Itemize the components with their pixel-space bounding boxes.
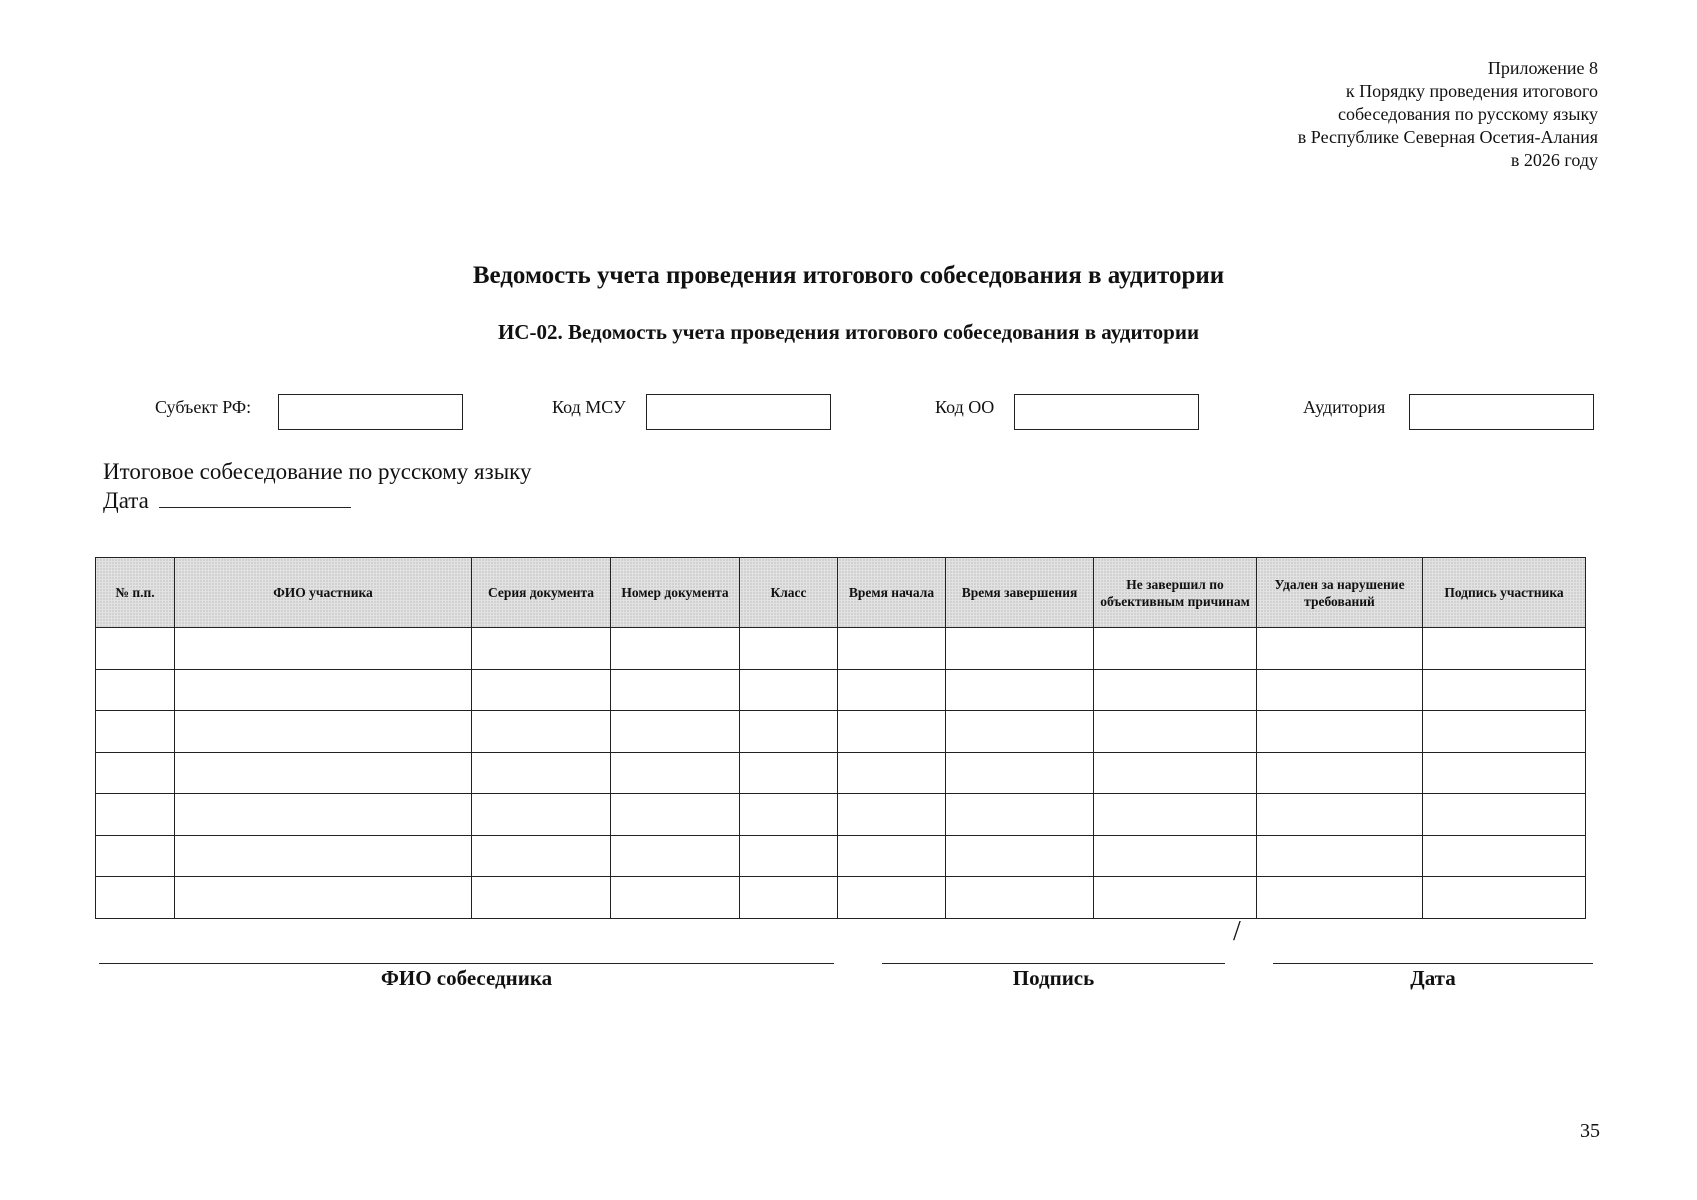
- table-cell[interactable]: [740, 711, 838, 753]
- table-cell[interactable]: [1423, 628, 1586, 670]
- table-row: [96, 794, 1586, 836]
- page-number: 35: [1580, 1120, 1600, 1142]
- table-cell[interactable]: [96, 752, 175, 794]
- table-cell[interactable]: [838, 877, 946, 919]
- date-input-line[interactable]: [159, 489, 351, 508]
- table-cell[interactable]: [611, 711, 740, 753]
- subject-field[interactable]: [278, 394, 463, 430]
- table-cell[interactable]: [175, 669, 472, 711]
- table-cell[interactable]: [946, 835, 1094, 877]
- table-cell[interactable]: [1094, 628, 1257, 670]
- table-cell[interactable]: [740, 835, 838, 877]
- table-cell[interactable]: [946, 669, 1094, 711]
- appendix-line: собеседования по русскому языку: [1338, 104, 1598, 124]
- sign-date-line[interactable]: [1273, 963, 1593, 964]
- table-cell[interactable]: [1257, 752, 1423, 794]
- table-cell[interactable]: [1094, 669, 1257, 711]
- table-cell[interactable]: [1423, 877, 1586, 919]
- table-cell[interactable]: [1257, 628, 1423, 670]
- table-row: [96, 752, 1586, 794]
- table-cell[interactable]: [611, 877, 740, 919]
- table-cell[interactable]: [175, 628, 472, 670]
- table-cell[interactable]: [838, 794, 946, 836]
- table-cell[interactable]: [1257, 794, 1423, 836]
- table-cell[interactable]: [838, 752, 946, 794]
- appendix-line: в Республике Северная Осетия-Алания: [1297, 127, 1598, 147]
- table-cell[interactable]: [175, 752, 472, 794]
- exam-name: Итоговое собеседование по русскому языку: [103, 459, 532, 484]
- table-cell[interactable]: [472, 877, 611, 919]
- appendix-line: к Порядку проведения итогового: [1345, 81, 1598, 101]
- table-cell[interactable]: [175, 835, 472, 877]
- oo-code-label: Код ОО: [935, 397, 995, 417]
- table-cell[interactable]: [1257, 835, 1423, 877]
- table-cell[interactable]: [472, 628, 611, 670]
- appendix-header: [1298, 57, 1598, 172]
- msu-code-field[interactable]: [646, 394, 831, 430]
- participants-table: [95, 557, 1586, 919]
- table-cell[interactable]: [472, 794, 611, 836]
- table-cell[interactable]: [838, 669, 946, 711]
- table-cell[interactable]: [611, 752, 740, 794]
- table-cell[interactable]: [838, 711, 946, 753]
- table-cell[interactable]: [472, 711, 611, 753]
- table-row: [96, 628, 1586, 670]
- table-cell[interactable]: [1257, 711, 1423, 753]
- table-cell[interactable]: [1423, 794, 1586, 836]
- col-header-end-time: Время завершения: [946, 558, 1094, 628]
- table-cell[interactable]: [611, 628, 740, 670]
- col-header-doc-series: Серия документа: [472, 558, 611, 628]
- signature-line[interactable]: [882, 963, 1225, 964]
- col-header-start-time: Время начала: [838, 558, 946, 628]
- table-cell[interactable]: [740, 669, 838, 711]
- table-cell[interactable]: [1423, 711, 1586, 753]
- table-cell[interactable]: [1257, 669, 1423, 711]
- table-cell[interactable]: [96, 628, 175, 670]
- table-cell[interactable]: [96, 711, 175, 753]
- table-cell[interactable]: [611, 835, 740, 877]
- table-cell[interactable]: [946, 711, 1094, 753]
- table-cell[interactable]: [96, 877, 175, 919]
- table-cell[interactable]: [175, 794, 472, 836]
- table-cell[interactable]: [740, 752, 838, 794]
- table-cell[interactable]: [1094, 835, 1257, 877]
- col-header-not-completed: Не завершил по объективным причинам: [1094, 558, 1257, 628]
- table-cell[interactable]: [838, 835, 946, 877]
- col-header-number: № п.п.: [96, 558, 175, 628]
- document-title: Ведомость учета проведения итогового собеседования в аудитории: [472, 262, 1225, 289]
- table-cell[interactable]: [946, 752, 1094, 794]
- col-header-doc-number: Номер документа: [611, 558, 740, 628]
- col-header-removed: Удален за нарушение требований: [1257, 558, 1423, 628]
- table-cell[interactable]: [1094, 794, 1257, 836]
- table-row: [96, 711, 1586, 753]
- table-cell[interactable]: [96, 835, 175, 877]
- table-cell[interactable]: [96, 669, 175, 711]
- table-cell[interactable]: [740, 794, 838, 836]
- table-cell[interactable]: [946, 628, 1094, 670]
- table-cell[interactable]: [175, 711, 472, 753]
- table-cell[interactable]: [472, 835, 611, 877]
- table-row: [96, 877, 1586, 919]
- table-cell[interactable]: [1423, 752, 1586, 794]
- table-cell[interactable]: [175, 877, 472, 919]
- table-cell[interactable]: [611, 669, 740, 711]
- signature-separator: /: [1233, 916, 1241, 947]
- interviewer-name-label: ФИО собеседника: [380, 966, 553, 990]
- msu-code-label: Код МСУ: [552, 397, 626, 417]
- date-label: Дата: [103, 488, 149, 513]
- table-cell[interactable]: [1423, 835, 1586, 877]
- sign-date-label: Дата: [1410, 966, 1456, 990]
- col-header-class: Класс: [740, 558, 838, 628]
- table-cell[interactable]: [1094, 877, 1257, 919]
- table-cell[interactable]: [946, 794, 1094, 836]
- table-cell[interactable]: [946, 877, 1094, 919]
- auditorium-field[interactable]: [1409, 394, 1594, 430]
- date-row: [103, 488, 351, 514]
- table-cell[interactable]: [96, 794, 175, 836]
- signature-label: Подпись: [1012, 966, 1095, 990]
- table-cell[interactable]: [1094, 752, 1257, 794]
- oo-code-field[interactable]: [1014, 394, 1199, 430]
- table-cell[interactable]: [1423, 669, 1586, 711]
- col-header-fio: ФИО участника: [175, 558, 472, 628]
- table-cell[interactable]: [838, 628, 946, 670]
- table-cell[interactable]: [740, 628, 838, 670]
- table-cell[interactable]: [1094, 711, 1257, 753]
- auditorium-label: Аудитория: [1303, 397, 1386, 417]
- table-cell[interactable]: [740, 877, 838, 919]
- appendix-line: в 2026 году: [1510, 150, 1598, 170]
- table-cell[interactable]: [472, 752, 611, 794]
- table-cell[interactable]: [611, 794, 740, 836]
- table-row: [96, 669, 1586, 711]
- table-cell[interactable]: [472, 669, 611, 711]
- interviewer-name-line[interactable]: [99, 963, 834, 964]
- col-header-participant-signature: Подпись участника: [1423, 558, 1586, 628]
- table-row: [96, 835, 1586, 877]
- table-cell[interactable]: [1257, 877, 1423, 919]
- table-header-row: [96, 558, 1586, 628]
- subject-label: Субъект РФ:: [155, 397, 252, 417]
- appendix-line: Приложение 8: [1487, 58, 1598, 78]
- form-subtitle: ИС-02. Ведомость учета проведения итогового собеседования в аудитории: [497, 320, 1200, 344]
